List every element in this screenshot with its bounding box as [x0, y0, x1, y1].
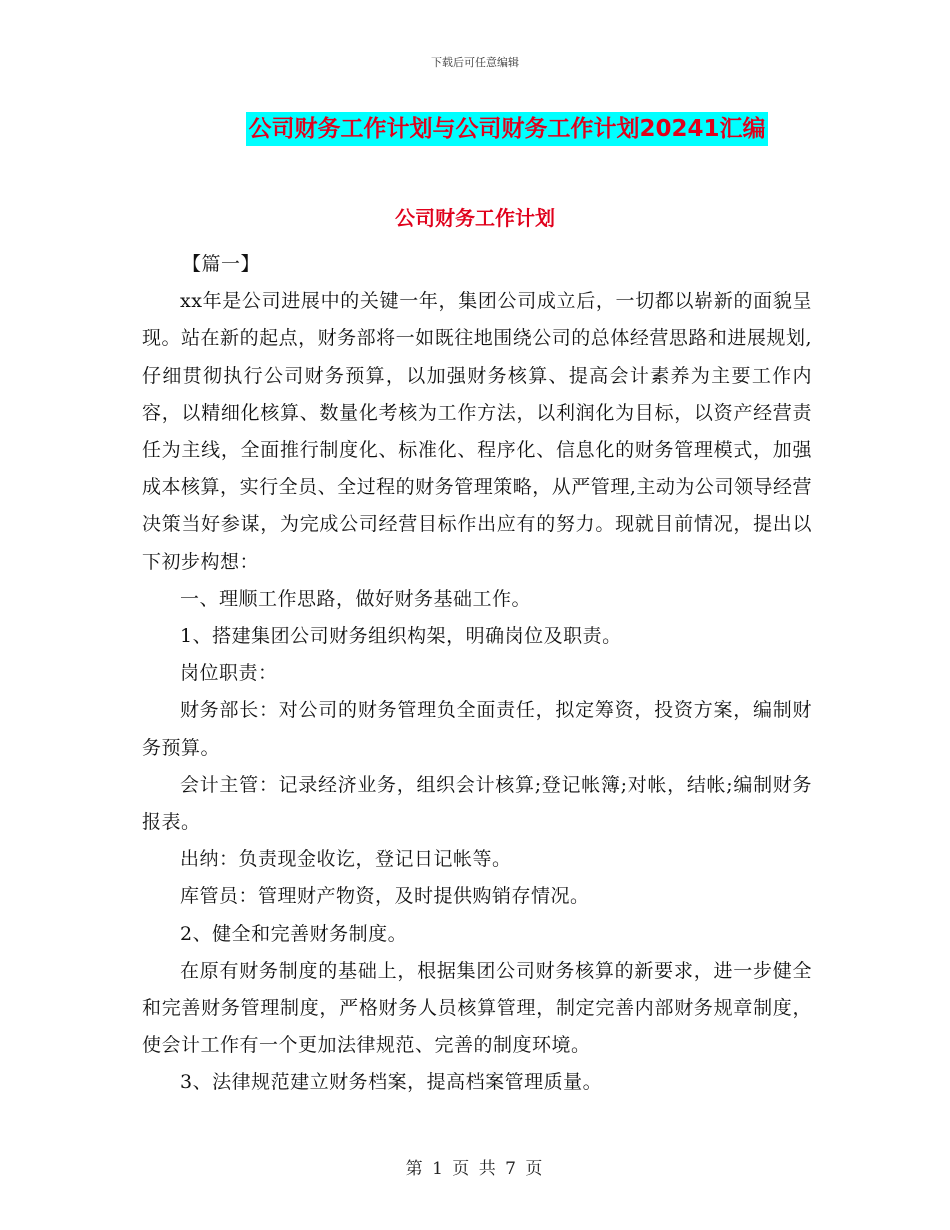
subheading-1: 1、搭建集团公司财务组织构架，明确岗位及职责。 — [180, 625, 622, 648]
heading-section-one: 一、理顺工作思路，做好财务基础工作。 — [180, 587, 532, 610]
paragraph-cashier: 出纳：负责现金收讫，登记日记帐等。 — [180, 848, 512, 871]
subheading-2: 2、健全和完善财务制度。 — [180, 922, 408, 945]
label-duties: 岗位职责： — [180, 662, 278, 685]
paragraph-system: 在原有财务制度的基础上，根据集团公司财务核算的新要求，进一步健全和完善财务管理制度，严格财务人员核算管理，制定完善内部财务规章制度，使会计工作有一个更加法律规范、完善的制度环境。 — [142, 959, 812, 1057]
paragraph-finance-head: 财务部长：对公司的财务管理负全面责任，拟定筹资，投资方案，编制财务预算。 — [142, 699, 812, 759]
section-label: 【篇一】 — [182, 253, 261, 275]
subheading-3: 3、法律规范建立财务档案，提高档案管理质量。 — [180, 1071, 603, 1094]
paragraph-accounting-supervisor: 会计主管：记录经济业务，组织会计核算;登记帐簿;对帐，结帐;编制财务报表。 — [142, 773, 812, 834]
main-title: 公司财务工作计划与公司财务工作计划20241汇编 — [246, 112, 767, 146]
paragraph-intro: xx年是公司进展中的关键一年，集团公司成立后，一切都以崭新的面貌呈现。站在新的起点，财务部将一如既往地围绕公司的总体经营思路和进展规划,仔细贯彻执行公司财务预算，以加强财务核算、提高会计素养为主要工作内容，以精细化核算、数量化考核为工作方法，以利润化为目标，以资产经营责任为主线，全面推行制度化、标准化、程序化、信息化的财务管理模式，加强成本核算，实行全员、全过程的财务管理策略，从严管理,主动为公司领导经营决策当好参谋，为完成公司经营目标作出应有的努力。现就目前情况，提出以下初步构想： — [142, 290, 812, 573]
page-footer: 第 1 页 共 7 页 — [405, 1159, 545, 1179]
sub-title: 公司财务工作计划 — [395, 206, 555, 230]
document-body — [142, 246, 812, 1102]
main-title-container — [0, 112, 950, 146]
paragraph-warehouse-keeper: 库管员：管理财产物资，及时提供购销存情况。 — [180, 885, 590, 908]
header-note: 下载后可任意编辑 — [431, 56, 519, 69]
